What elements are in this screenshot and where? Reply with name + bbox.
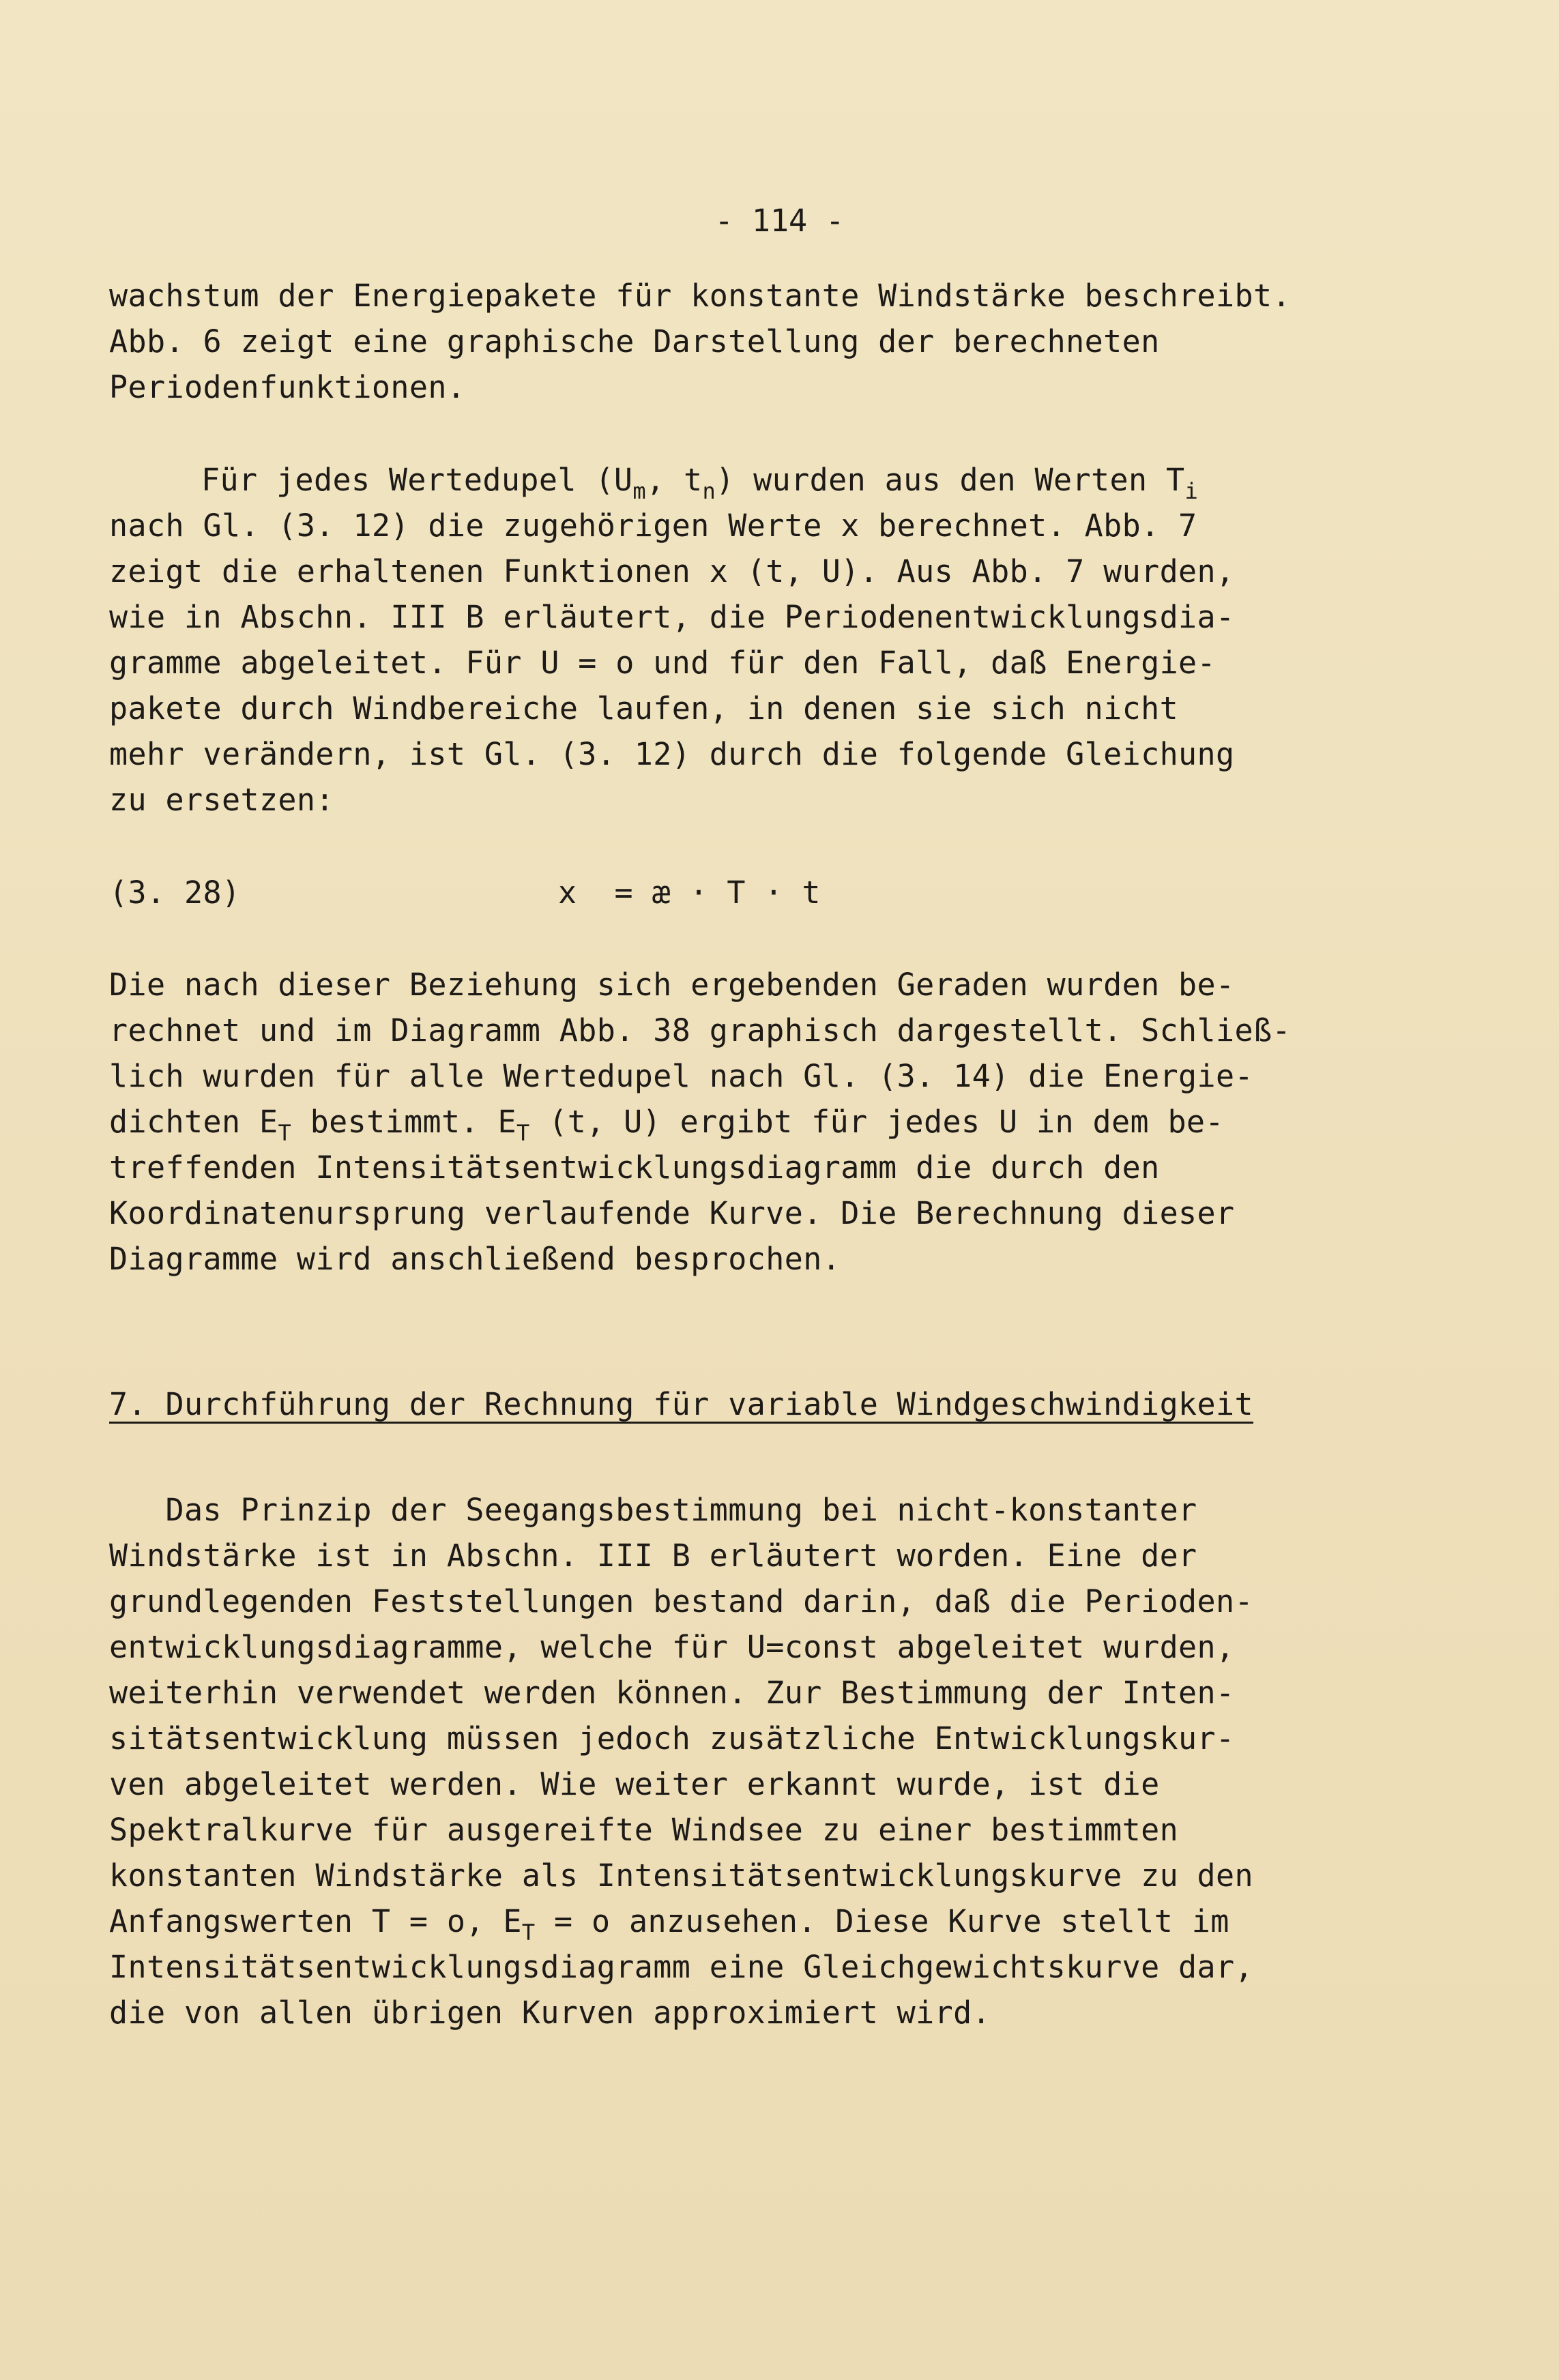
section-heading: 7. Durchführung der Rechnung für variable Windgeschwindigkeit xyxy=(109,1386,1254,1422)
text-line: Periodenfunktionen. xyxy=(109,369,466,405)
text-line: wachstum der Energiepakete für konstante Windstärke beschreibt. xyxy=(109,278,1292,314)
text-line: ven abgeleitet werden. Wie weiter erkannt wurde, ist die xyxy=(109,1766,1160,1802)
text-line: pakete durch Windbereiche laufen, in denen sie sich nicht xyxy=(109,690,1179,726)
text-line: rechnet und im Diagramm Abb. 38 graphisch dargestellt. Schließ- xyxy=(109,1012,1292,1048)
text-line: Das Prinzip der Seegangsbestimmung bei nicht-konstanter xyxy=(109,1492,1197,1528)
text-line: grundlegenden Feststellungen bestand darin, daß die Perioden- xyxy=(109,1583,1254,1619)
text-line: sitätsentwicklung müssen jedoch zusätzliche Entwicklungskur- xyxy=(109,1720,1235,1757)
text-line: zeigt die erhaltenen Funktionen x (t, U). Aus Abb. 7 wurden, xyxy=(109,553,1235,589)
text-line: dichten $E_T$ bestimmt. $E_T$ (t, U) ergibt für jedes U in dem be- xyxy=(109,1104,1224,1146)
text-line: nach Gl. (3. 12) die zugehörigen Werte x berechnet. Abb. 7 xyxy=(109,508,1197,544)
text-line: Abb. 6 zeigt eine graphische Darstellung der berechneten xyxy=(109,323,1160,359)
text-line: die von allen übrigen Kurven approximiert wird. xyxy=(109,1995,991,2031)
text-line: Windstärke ist in Abschn. III B erläutert worden. Eine der xyxy=(109,1538,1197,1574)
text-line: zu ersetzen: xyxy=(109,782,334,818)
text-line: Intensitätsentwicklungsdiagramm eine Gleichgewichtskurve dar, xyxy=(109,1949,1254,1985)
text-line: gramme abgeleitet. Für U = o und für den Fall, daß Energie- xyxy=(109,645,1216,681)
text-line: Spektralkurve für ausgereifte Windsee zu einer bestimmten xyxy=(109,1812,1179,1848)
text-line: Koordinatenursprung verlaufende Kurve. Die Berechnung dieser xyxy=(109,1195,1235,1231)
text-line: weiterhin verwendet werden können. Zur Bestimmung der Inten- xyxy=(109,1675,1235,1711)
page-number: - 114 - xyxy=(714,203,845,239)
text-line: lich wurden für alle Wertedupel nach Gl. (3. 14) die Energie- xyxy=(109,1058,1254,1094)
text-line: mehr verändern, ist Gl. (3. 12) durch die folgende Gleichung xyxy=(109,736,1235,772)
text-line: Anfangswerten T = o, $E_T = o$ anzusehen. Diese Kurve stellt im xyxy=(109,1903,1229,1945)
text-line: wie in Abschn. III B erläutert, die Periodenentwicklungsdia- xyxy=(109,599,1235,635)
equation-number: (3. 28) xyxy=(109,875,241,911)
text-line: Die nach dieser Beziehung sich ergebenden Geraden wurden be- xyxy=(109,967,1235,1003)
equation-formula: x = æ · T · t xyxy=(558,875,821,911)
text-line: konstanten Windstärke als Intensitätsentwicklungskurve zu den xyxy=(109,1857,1254,1894)
text-line: treffenden Intensitätsentwicklungsdiagramm die durch den xyxy=(109,1149,1160,1186)
text-line: Diagramme wird anschließend besprochen. xyxy=(109,1241,841,1277)
text-line: Für jedes Wertedupel ($U_m$, $t_n$) wurden aus den Werten $T_i$ xyxy=(201,462,1199,504)
text-line: entwicklungsdiagramme, welche für U=const abgeleitet wurden, xyxy=(109,1629,1235,1665)
